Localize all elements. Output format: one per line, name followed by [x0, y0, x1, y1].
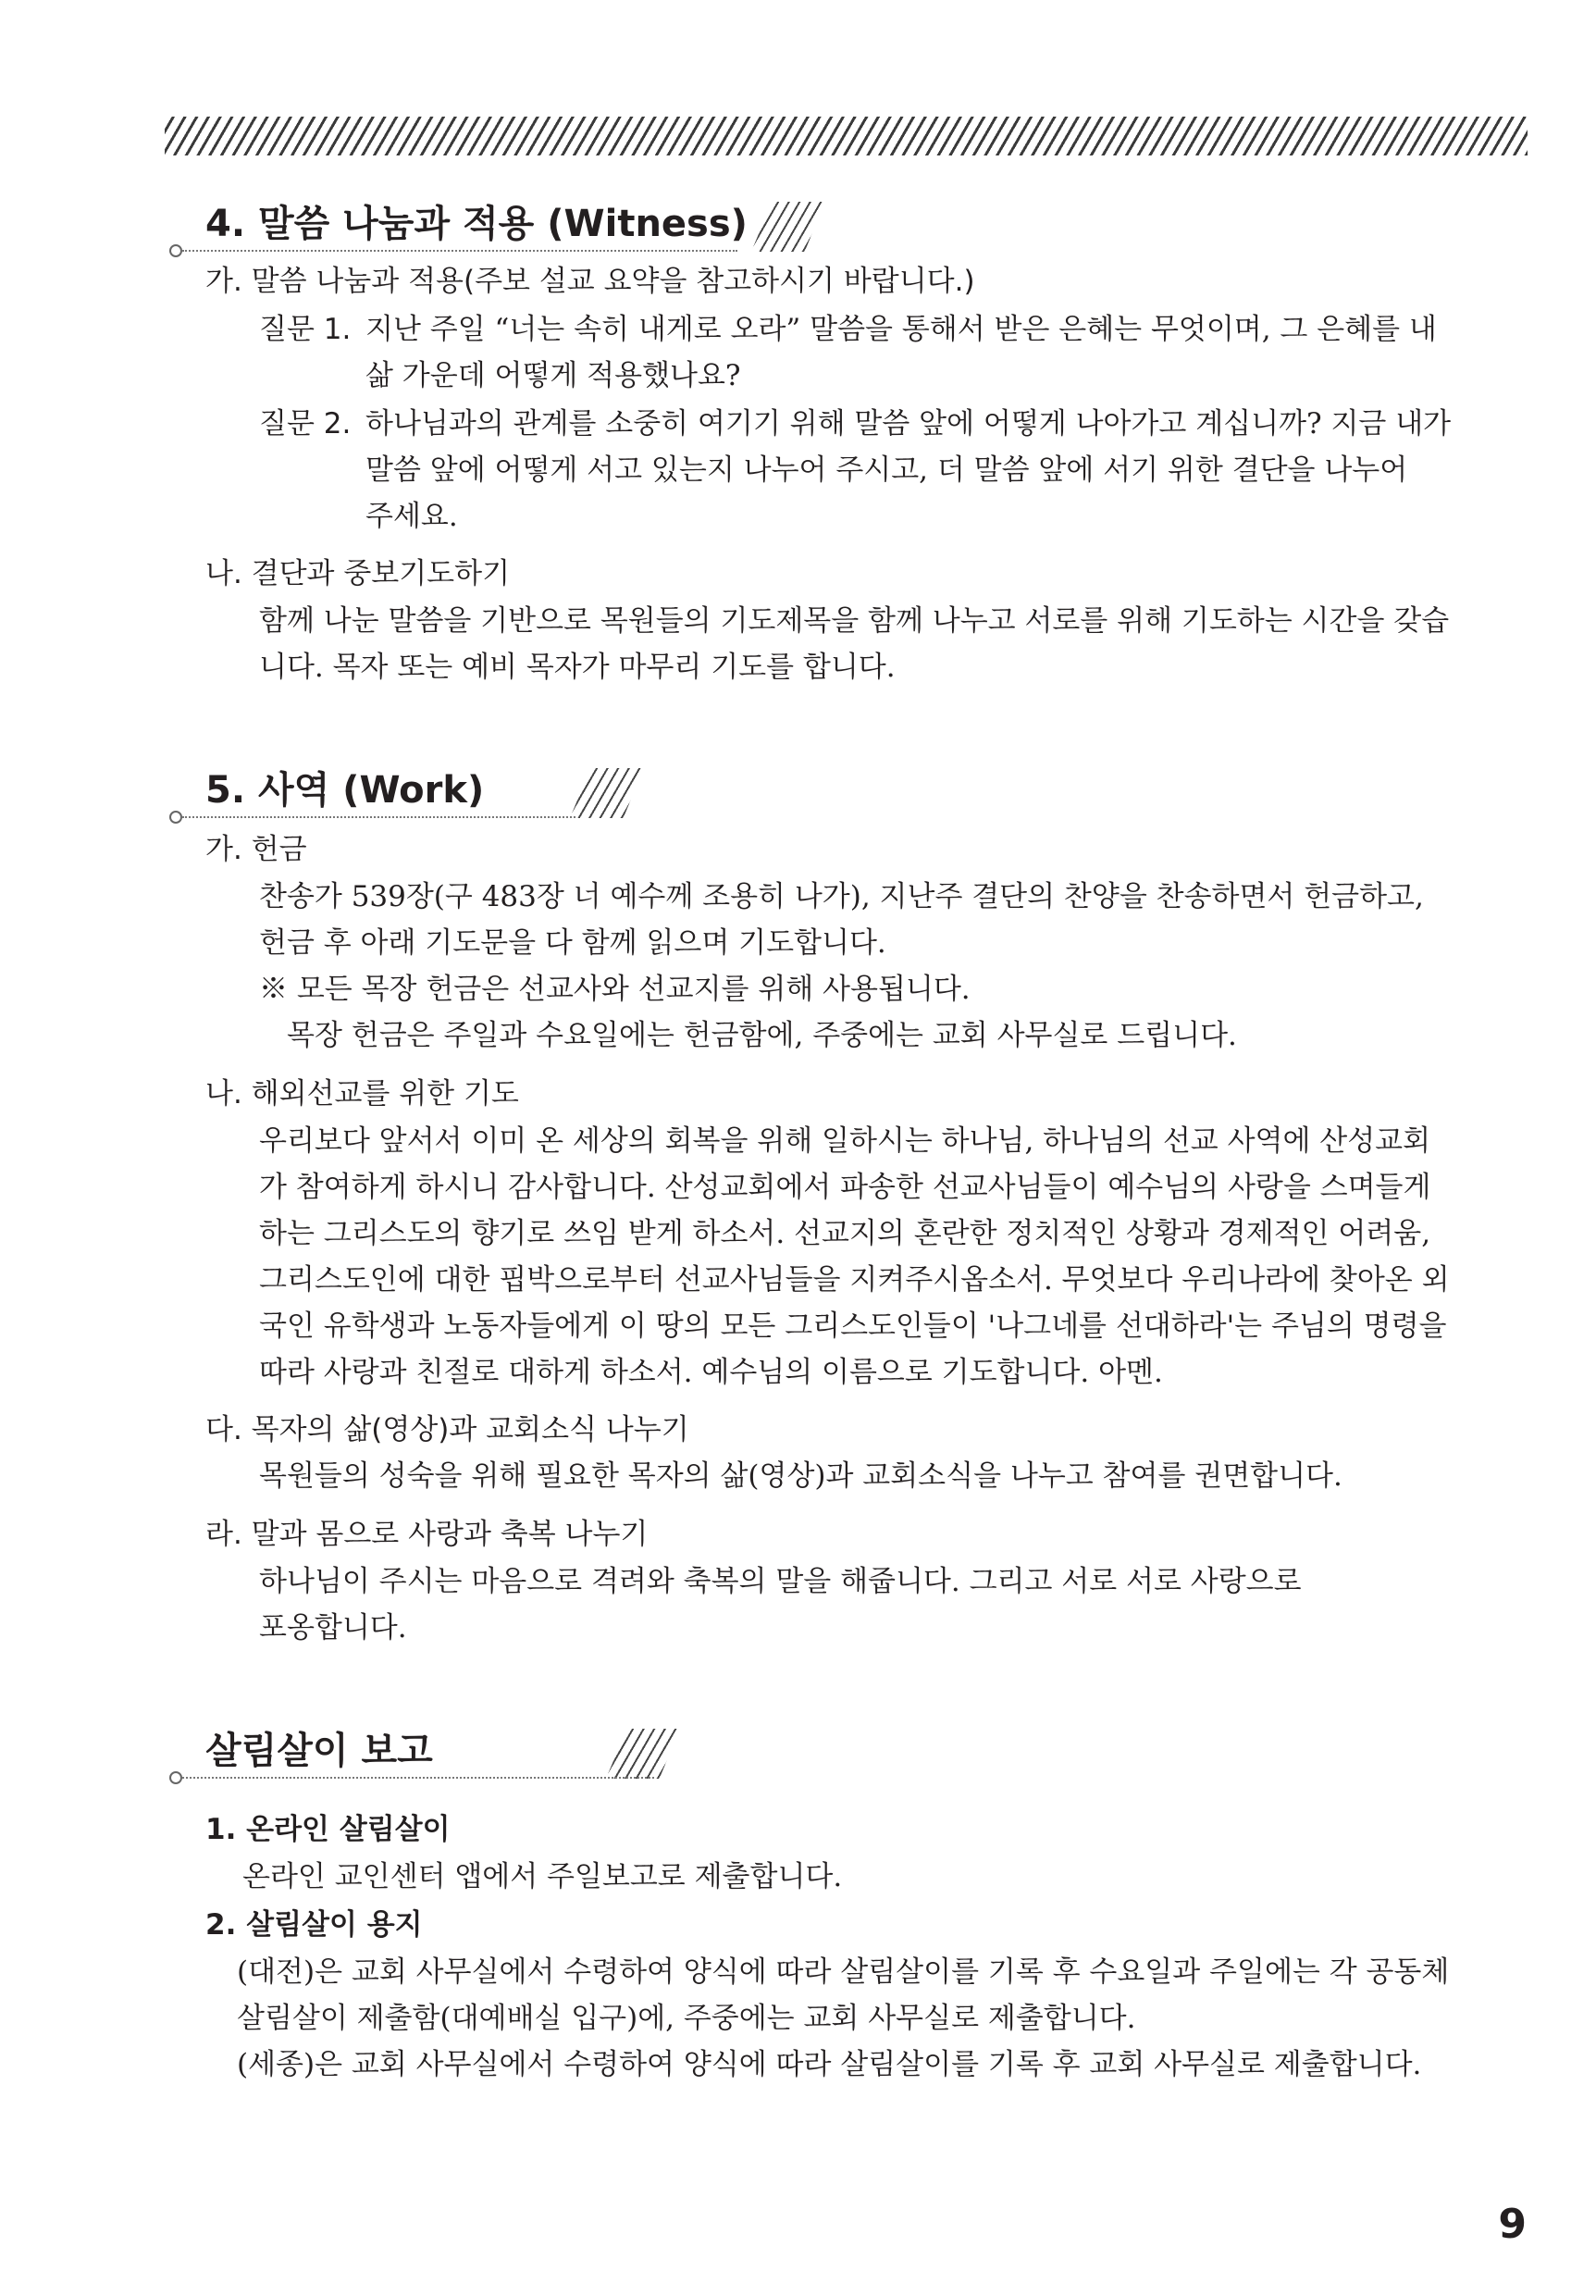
section-4-item-b-line: 니다. 목자 또는 예비 목자가 마무리 기도를 합니다. [259, 651, 896, 684]
section-ledger-title: 살림살이 보고 [205, 1730, 433, 1772]
section-5-item-d-line: 하나님이 주시는 마음으로 격려와 축복의 말을 해줍니다. 그리고 서로 서로 사랑으로 [259, 1565, 1302, 1598]
ledger-item-1-label: 1. 온라인 살림살이 [205, 1813, 451, 1846]
title-hatch-decoration [606, 1729, 680, 1779]
ledger-item-1-line: 온라인 교인센터 앱에서 주일보고로 제출합니다. [242, 1860, 843, 1893]
ledger-item-2-line: (대전)은 교회 사무실에서 수령하여 양식에 따라 살림살이를 기록 후 수요일과 주일에는 각 공동체 [237, 1955, 1450, 1989]
section-5-item-c-label: 다. 목자의 삶(영상)과 교회소식 나누기 [205, 1413, 689, 1446]
rule-bullet-icon [169, 1771, 182, 1784]
section-5-item-b-line: 하는 그리스도의 향기로 쓰임 받게 하소서. 선교지의 혼란한 정치적인 상황과 경제적인 어려움, [259, 1217, 1431, 1250]
section-5-item-b-line: 따라 사랑과 친절로 대하게 하소서. 예수님의 이름으로 기도합니다. 아멘. [259, 1356, 1163, 1389]
title-hatch-decoration [751, 202, 825, 252]
question-1-label: 질문 1. [259, 313, 352, 346]
section-4-title: 4. 말씀 나눔과 적용 (Witness) [205, 203, 748, 245]
section-5-item-b-line: 우리보다 앞서서 이미 온 세상의 회복을 위해 일하시는 하나님, 하나님의 선교 사역에 산성교회 [259, 1124, 1431, 1158]
rule-bullet-icon [169, 244, 182, 257]
question-2-label: 질문 2. [259, 407, 352, 441]
section-4-item-a-label: 가. 말씀 나눔과 적용(주보 설교 요약을 참고하시기 바랍니다.) [205, 265, 975, 298]
ledger-item-2-label: 2. 살림살이 용지 [205, 1908, 423, 1942]
section-4-item-b-line: 함께 나눈 말씀을 기반으로 목원들의 기도제목을 함께 나누고 서로를 위해 기도하는 시간을 갖습 [259, 604, 1450, 638]
section-5-item-a-line: 헌금 후 아래 기도문을 다 함께 읽으며 기도합니다. [259, 926, 886, 960]
decorative-hatch-band [165, 117, 1528, 155]
question-2-line: 주세요. [365, 500, 458, 533]
question-2-line: 말씀 앞에 어떻게 서고 있는지 나누어 주시고, 더 말씀 앞에 서기 위한 결단을 나누어 [365, 453, 1408, 487]
title-hatch-decoration [570, 768, 644, 818]
ledger-item-2-line: 살림살이 제출함(대예배실 입구)에, 주중에는 교회 사무실로 제출합니다. [237, 2002, 1136, 2035]
section-5-item-b-label: 나. 해외선교를 위한 기도 [205, 1077, 519, 1111]
page-number: 9 [1498, 2201, 1527, 2248]
question-1-line: 삶 가운데 어떻게 적용했나요? [365, 359, 741, 392]
section-divider [182, 250, 737, 252]
section-5-item-a-line: 목장 헌금은 주일과 수요일에는 헌금함에, 주중에는 교회 사무실로 드립니다. [287, 1019, 1237, 1052]
question-1-line: 지난 주일 “너는 속히 내게로 오라” 말씀을 통해서 받은 은혜는 무엇이며, 그 은혜를 내 [365, 313, 1437, 346]
section-5-item-b-line: 가 참여하게 하시니 감사합니다. 산성교회에서 파송한 선교사님들이 예수님의 사랑을 스며들게 [259, 1171, 1431, 1204]
section-5-item-a-line: ※ 모든 목장 헌금은 선교사와 선교지를 위해 사용됩니다. [259, 973, 971, 1006]
section-5-title: 5. 사역 (Work) [205, 769, 485, 812]
section-4-item-b-label: 나. 결단과 중보기도하기 [205, 557, 511, 590]
section-5-item-d-label: 라. 말과 몸으로 사랑과 축복 나누기 [205, 1518, 649, 1551]
section-5-item-a-label: 가. 헌금 [205, 833, 307, 866]
section-divider [182, 816, 575, 818]
section-5-item-b-line: 그리스도인에 대한 핍박으로부터 선교사님들을 지켜주시옵소서. 무엇보다 우리나라에 찾아온 외 [259, 1263, 1450, 1297]
section-5-item-a-line: 찬송가 539장(구 483장 너 예수께 조용히 나가), 지난주 결단의 찬양을 찬송하면서 헌금하고, [259, 880, 1424, 913]
question-2-line: 하나님과의 관계를 소중히 여기기 위해 말씀 앞에 어떻게 나아가고 계십니까? 지금 내가 [365, 407, 1452, 441]
rule-bullet-icon [169, 811, 182, 824]
ledger-item-2-line: (세종)은 교회 사무실에서 수령하여 양식에 따라 살림살이를 기록 후 교회 사무실로 제출합니다. [237, 2048, 1422, 2081]
section-divider [182, 1777, 654, 1779]
section-5-item-d-line: 포옹합니다. [259, 1611, 407, 1644]
section-5-item-b-line: 국인 유학생과 노동자들에게 이 땅의 모든 그리스도인들이 '나그네를 선대하라'는 주님의 명령을 [259, 1309, 1447, 1343]
section-5-item-c-line: 목원들의 성숙을 위해 필요한 목자의 삶(영상)과 교회소식을 나누고 참여를 권면합니다. [259, 1459, 1342, 1493]
